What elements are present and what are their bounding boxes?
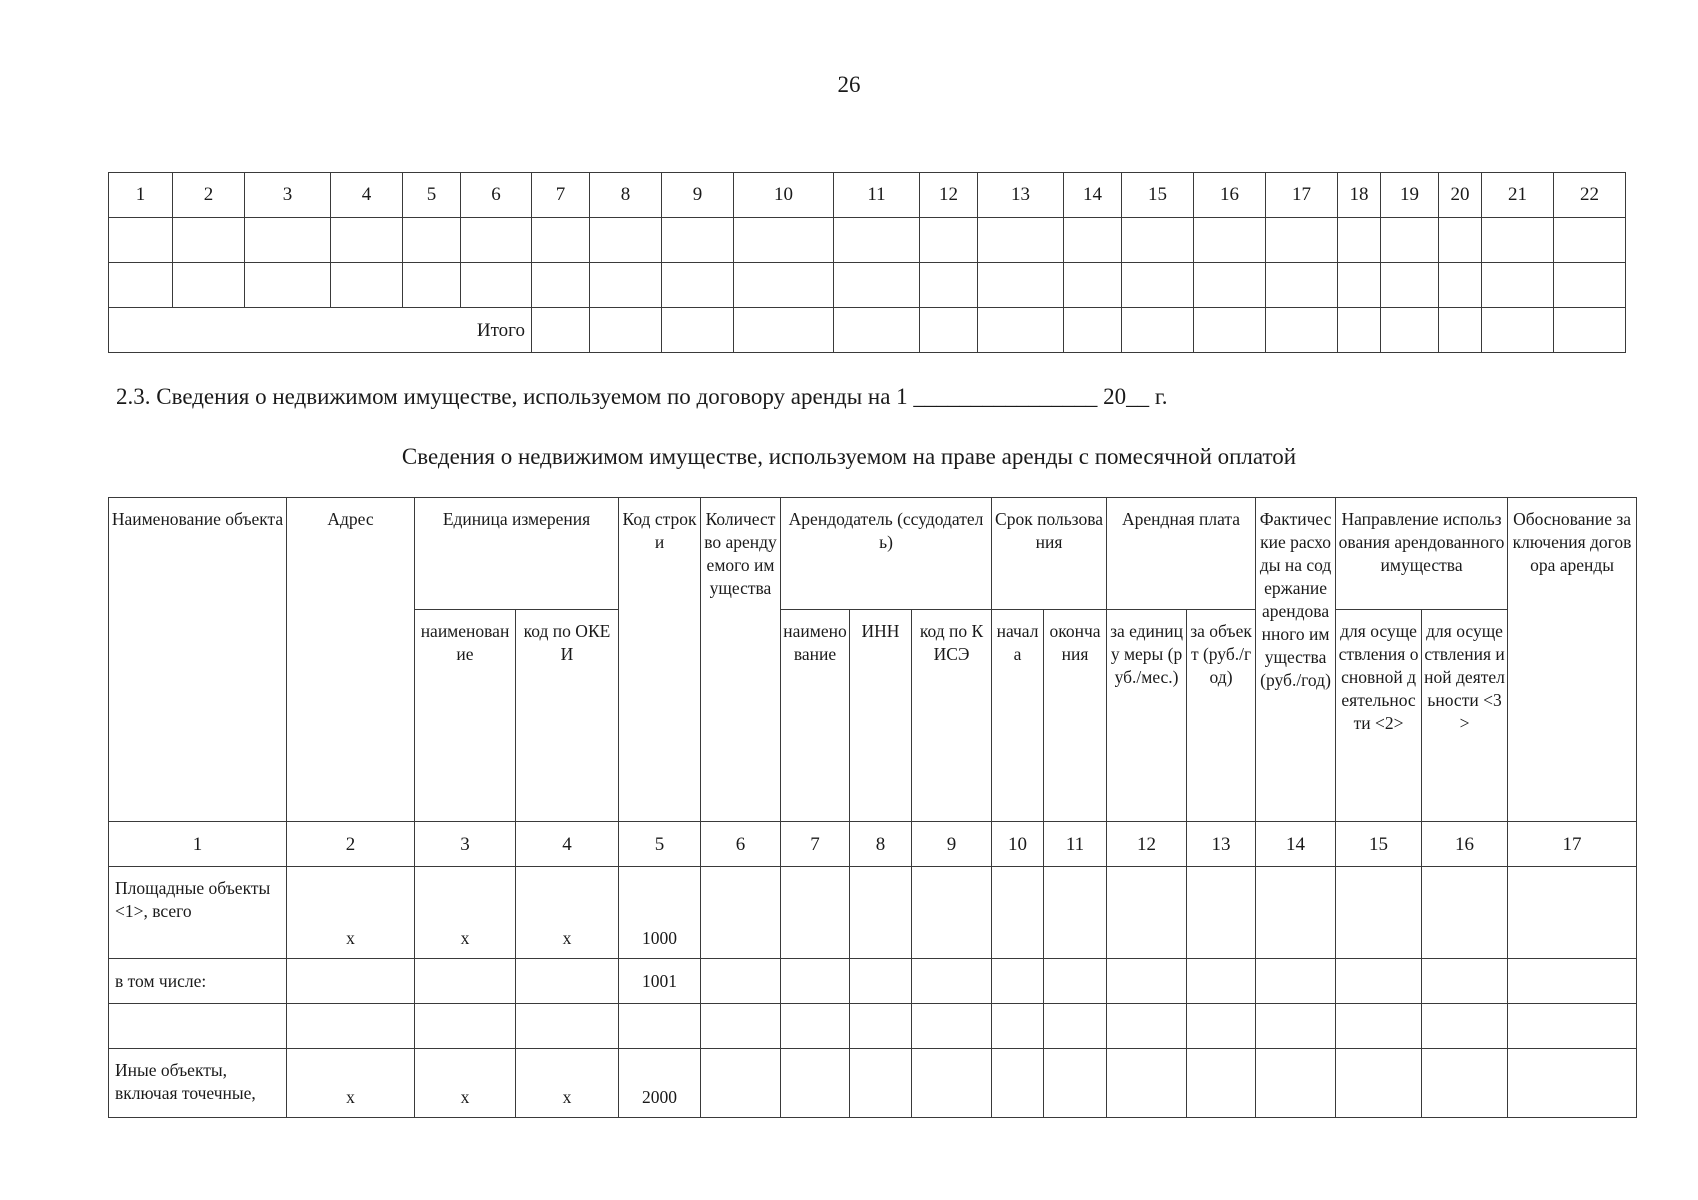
empty-cell: [992, 959, 1044, 1004]
column-number: 8: [590, 173, 662, 218]
empty-cell: [781, 1049, 850, 1118]
empty-cell: [734, 308, 834, 353]
column-number: 21: [1482, 173, 1554, 218]
empty-cell: [850, 1004, 912, 1049]
column-number: 11: [1044, 822, 1107, 867]
cell-unit-name: x: [415, 1049, 516, 1118]
empty-cell: [590, 308, 662, 353]
table-row: [109, 1049, 1637, 1118]
empty-cell: [912, 1049, 992, 1118]
empty-cell: [781, 867, 850, 959]
empty-cell: [781, 1004, 850, 1049]
cell-unit-name: x: [415, 867, 516, 959]
table-subtitle: Сведения о недвижимом имуществе, используемом на праве аренды с помесячной оплатой: [401, 444, 1297, 469]
empty-cell: [1187, 959, 1256, 1004]
empty-cell: [532, 308, 590, 353]
empty-cell: [1439, 263, 1482, 308]
empty-cell: [912, 1004, 992, 1049]
header-rent-per-unit: за единицу меры (руб./мес.): [1107, 610, 1187, 822]
cell-row-code: 2000: [619, 1049, 701, 1118]
empty-cell: [1187, 1049, 1256, 1118]
column-number: 17: [1266, 173, 1338, 218]
row-name: Иные объекты, включая точечные,: [109, 1049, 287, 1118]
column-number: 2: [287, 822, 415, 867]
empty-cell: [1266, 218, 1338, 263]
empty-cell: [1336, 867, 1422, 959]
empty-cell: [1508, 1004, 1637, 1049]
header-usage: Направление использования арендованного имущества: [1336, 498, 1508, 610]
empty-cell: [1266, 263, 1338, 308]
header-row-code: Код строки: [619, 498, 701, 822]
empty-cell: [1107, 1004, 1187, 1049]
column-number: 3: [415, 822, 516, 867]
column-numbers-row: [109, 173, 1626, 218]
empty-cell: [662, 308, 734, 353]
header-lessor-inn: ИНН: [850, 610, 912, 822]
empty-cell: [331, 218, 403, 263]
column-number: 14: [1256, 822, 1336, 867]
empty-cell: [1256, 1004, 1336, 1049]
cell-row-code: 1000: [619, 867, 701, 959]
cell-address: x: [287, 1049, 415, 1118]
empty-cell: [1064, 218, 1122, 263]
empty-cell: [992, 867, 1044, 959]
table-row: [109, 867, 1637, 959]
header-term: Срок пользования: [992, 498, 1107, 610]
empty-cell: [1422, 1049, 1508, 1118]
empty-cell: [992, 1049, 1044, 1118]
empty-cell: [1187, 867, 1256, 959]
column-number: 17: [1508, 822, 1637, 867]
page-number: 26: [837, 72, 861, 97]
empty-cell: [532, 263, 590, 308]
header-rent-per-object: за объект (руб./год): [1187, 610, 1256, 822]
empty-cell: [701, 1004, 781, 1049]
column-number: 14: [1064, 173, 1122, 218]
header-lessor-name: наименование: [781, 610, 850, 822]
column-number: 1: [109, 173, 173, 218]
empty-cell: [1336, 959, 1422, 1004]
empty-cell: [920, 308, 978, 353]
total-label: Итого: [109, 308, 532, 353]
empty-cell: [1508, 867, 1637, 959]
empty-cell: [1256, 867, 1336, 959]
column-number: 11: [834, 173, 920, 218]
column-number: 6: [701, 822, 781, 867]
empty-cell: [590, 218, 662, 263]
empty-cell: [920, 263, 978, 308]
column-number: 4: [516, 822, 619, 867]
total-row: [109, 308, 1626, 353]
empty-cell: [1044, 1049, 1107, 1118]
header-term-start: начала: [992, 610, 1044, 822]
table-row: [109, 263, 1626, 308]
empty-cell: [834, 218, 920, 263]
continuation-table: [108, 172, 1626, 353]
empty-cell: [1122, 218, 1194, 263]
empty-cell: [1107, 1049, 1187, 1118]
header-lessor-kise: код по КИСЭ: [912, 610, 992, 822]
empty-cell: [701, 1049, 781, 1118]
empty-cell: [516, 959, 619, 1004]
empty-cell: [1194, 308, 1266, 353]
empty-cell: [109, 263, 173, 308]
empty-cell: [1439, 308, 1482, 353]
column-number: 12: [920, 173, 978, 218]
column-number: 19: [1381, 173, 1439, 218]
empty-cell: [287, 1004, 415, 1049]
empty-cell: [978, 308, 1064, 353]
empty-cell: [781, 959, 850, 1004]
row-name: [109, 1004, 287, 1049]
empty-cell: [245, 218, 331, 263]
empty-cell: [1194, 218, 1266, 263]
header-lessor: Арендодатель (ссудодатель): [781, 498, 992, 610]
header-unit-okei: код по ОКЕИ: [516, 610, 619, 822]
column-number: 12: [1107, 822, 1187, 867]
empty-cell: [1381, 218, 1439, 263]
header-usage-main: для осуществления основной деятельности <2>: [1336, 610, 1422, 822]
empty-cell: [701, 867, 781, 959]
cell-unit-okei: x: [516, 867, 619, 959]
empty-cell: [1256, 1049, 1336, 1118]
empty-cell: [415, 1004, 516, 1049]
column-number: 9: [662, 173, 734, 218]
empty-cell: [461, 263, 532, 308]
empty-cell: [1482, 263, 1554, 308]
empty-cell: [662, 263, 734, 308]
empty-cell: [590, 263, 662, 308]
empty-cell: [245, 263, 331, 308]
empty-cell: [1044, 867, 1107, 959]
empty-cell: [1107, 867, 1187, 959]
empty-cell: [1482, 308, 1554, 353]
empty-cell: [1338, 218, 1381, 263]
empty-cell: [1482, 218, 1554, 263]
empty-cell: [978, 218, 1064, 263]
empty-cell: [920, 218, 978, 263]
column-number: 22: [1554, 173, 1626, 218]
column-number: 9: [912, 822, 992, 867]
empty-cell: [850, 867, 912, 959]
cell-row-code: [619, 1004, 701, 1049]
empty-cell: [403, 263, 461, 308]
empty-cell: [109, 218, 173, 263]
empty-cell: [403, 218, 461, 263]
empty-cell: [1122, 263, 1194, 308]
section-heading: 2.3. Сведения о недвижимом имуществе, используемом по договору аренды на 1 ________________ 20__ г.: [116, 384, 1168, 409]
empty-cell: [834, 308, 920, 353]
header-name: Наименование объекта: [109, 498, 287, 822]
table-row: [109, 218, 1626, 263]
table-row: [109, 959, 1637, 1004]
column-number: 8: [850, 822, 912, 867]
column-number: 13: [1187, 822, 1256, 867]
empty-cell: [461, 218, 532, 263]
cell-unit-okei: x: [516, 1049, 619, 1118]
header-quantity: Количество арендуемого имущества: [701, 498, 781, 822]
empty-cell: [992, 1004, 1044, 1049]
empty-cell: [415, 959, 516, 1004]
empty-cell: [850, 959, 912, 1004]
column-number: 16: [1194, 173, 1266, 218]
column-number: 10: [992, 822, 1044, 867]
empty-cell: [1422, 1004, 1508, 1049]
empty-cell: [1554, 263, 1626, 308]
column-number: 1: [109, 822, 287, 867]
empty-cell: [1064, 308, 1122, 353]
column-number: 4: [331, 173, 403, 218]
table-row: [109, 1004, 1637, 1049]
cell-address: x: [287, 867, 415, 959]
header-usage-other: для осуществления иной деятельности <3>: [1422, 610, 1508, 822]
column-number: 18: [1338, 173, 1381, 218]
column-number: 7: [781, 822, 850, 867]
empty-cell: [287, 959, 415, 1004]
column-number: 6: [461, 173, 532, 218]
column-number: 10: [734, 173, 834, 218]
empty-cell: [978, 263, 1064, 308]
empty-cell: [834, 263, 920, 308]
empty-cell: [1422, 867, 1508, 959]
header-term-end: окончания: [1044, 610, 1107, 822]
empty-cell: [1187, 1004, 1256, 1049]
empty-cell: [1266, 308, 1338, 353]
header-rent: Арендная плата: [1107, 498, 1256, 610]
column-numbers-row: [109, 822, 1637, 867]
empty-cell: [173, 218, 245, 263]
column-number: 15: [1336, 822, 1422, 867]
empty-cell: [1338, 308, 1381, 353]
column-number: 5: [403, 173, 461, 218]
row-name: в том числе:: [109, 959, 287, 1004]
empty-cell: [734, 218, 834, 263]
cell-row-code: 1001: [619, 959, 701, 1004]
empty-cell: [1336, 1049, 1422, 1118]
empty-cell: [912, 867, 992, 959]
header-address: Адрес: [287, 498, 415, 822]
empty-cell: [1422, 959, 1508, 1004]
column-number: 13: [978, 173, 1064, 218]
empty-cell: [1554, 308, 1626, 353]
row-name: Площадные объекты <1>, всего: [109, 867, 287, 959]
empty-cell: [1338, 263, 1381, 308]
header-actual-costs: Фактические расходы на содержание арендованного имущества (руб./год): [1256, 498, 1336, 822]
empty-cell: [850, 1049, 912, 1118]
column-number: 7: [532, 173, 590, 218]
column-number: 16: [1422, 822, 1508, 867]
empty-cell: [1122, 308, 1194, 353]
empty-cell: [1381, 308, 1439, 353]
empty-cell: [1064, 263, 1122, 308]
column-number: 2: [173, 173, 245, 218]
empty-cell: [734, 263, 834, 308]
empty-cell: [532, 218, 590, 263]
header-unit: Единица измерения: [415, 498, 619, 610]
empty-cell: [1439, 218, 1482, 263]
column-number: 3: [245, 173, 331, 218]
header-justification: Обоснование заключения договора аренды: [1508, 498, 1637, 822]
lease-property-table: [108, 497, 1637, 1118]
empty-cell: [1044, 1004, 1107, 1049]
empty-cell: [1508, 959, 1637, 1004]
header-unit-name: наименование: [415, 610, 516, 822]
empty-cell: [173, 263, 245, 308]
column-number: 15: [1122, 173, 1194, 218]
column-number: 20: [1439, 173, 1482, 218]
column-number: 5: [619, 822, 701, 867]
empty-cell: [1107, 959, 1187, 1004]
empty-cell: [912, 959, 992, 1004]
empty-cell: [1554, 218, 1626, 263]
empty-cell: [1508, 1049, 1637, 1118]
empty-cell: [1194, 263, 1266, 308]
empty-cell: [1256, 959, 1336, 1004]
empty-cell: [701, 959, 781, 1004]
empty-cell: [1381, 263, 1439, 308]
empty-cell: [662, 218, 734, 263]
empty-cell: [331, 263, 403, 308]
empty-cell: [516, 1004, 619, 1049]
empty-cell: [1336, 1004, 1422, 1049]
empty-cell: [1044, 959, 1107, 1004]
